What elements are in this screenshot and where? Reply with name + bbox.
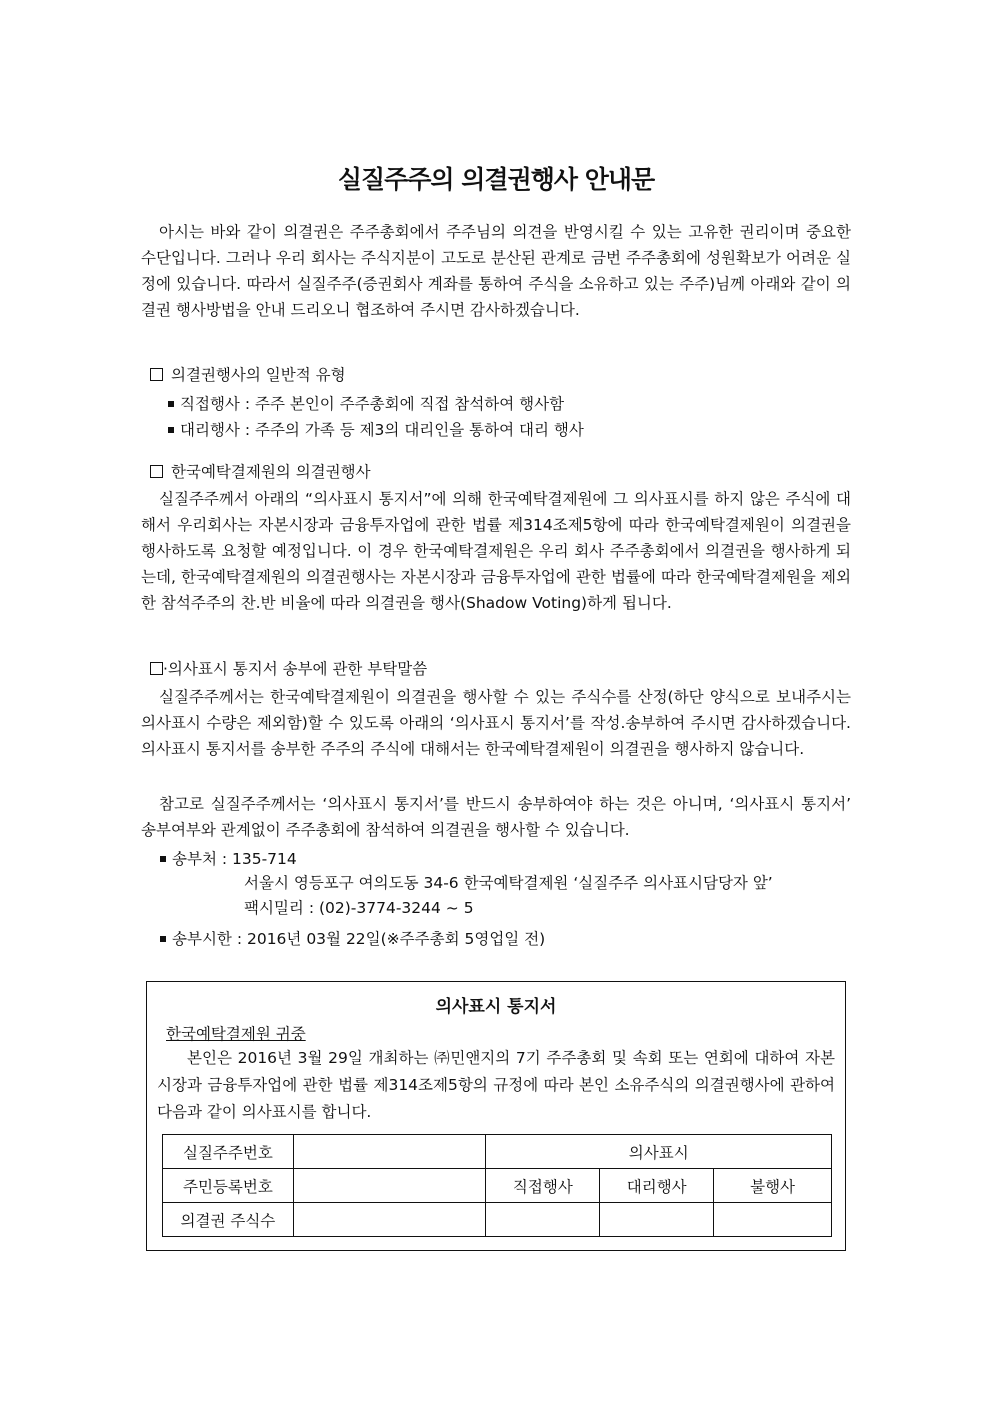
row-label-resident-number: 주민등록번호 [163, 1169, 294, 1203]
table-row [163, 1203, 832, 1237]
checkbox-square-icon [150, 465, 163, 478]
fax-number: 팩시밀리 : (02)-3774-3244 ~ 5 [244, 899, 474, 917]
section1-item-proxy [168, 417, 584, 443]
none-share-field[interactable] [714, 1203, 832, 1237]
bullet-square-icon [160, 936, 166, 942]
bullet-square-icon [168, 401, 174, 407]
section1-item-text: 직접행사 : 주주 본인이 주주총회에 직접 참석하여 행사함 [180, 395, 565, 413]
section1-heading-text: 의결권행사의 일반적 유형 [171, 366, 346, 384]
send-to-text: 송부처 : 135-714 [172, 850, 297, 868]
send-deadline-text: 송부시한 : 2016년 03월 22일(※주주총회 5영업일 전) [172, 930, 546, 948]
option-proxy-label: 대리행사 [600, 1169, 714, 1203]
resident-number-field[interactable] [293, 1169, 486, 1203]
share-count-field[interactable] [293, 1203, 486, 1237]
intro-paragraph: 아시는 바와 같이 의결권은 주주총회에서 주주님의 의견을 반영시킬 수 있는 고유한 권리이며 중요한 수단입니다. 그러나 우리 회사는 주식지분이 고도로 분산된 관계로 금번 주주총회에 성원확보가 어려운 실정에 있습니다. 따라서 실질주주(증권회사 계좌를 통하여 주식을 소유하고 있는 주주)님께 아래와 같이 의결권 행사방법을 안내 드리오니 협조하여 주시면 감사하겠습니다. [141, 223, 851, 319]
row-label-share-count: 의결권 주식수 [163, 1203, 294, 1237]
notice-form [146, 981, 846, 1251]
send-deadline [160, 926, 545, 952]
send-to [160, 846, 297, 872]
notice-body: 본인은 2016년 3월 29일 개최하는 ㈜민앤지의 7기 주주총회 및 속회 또는 연회에 대하여 자본시장과 금융투자업에 관한 법률 제314조제5항의 규정에 따라 본인 소유주식의 의결권행사에 관하여 다음과 같이 의사표시를 합니다. [157, 1049, 835, 1121]
section2-heading [150, 459, 371, 485]
row-label-holder-number: 실질주주번호 [163, 1135, 294, 1169]
section3-heading-text: ·의사표시 통지서 송부에 관한 부탁말씀 [163, 660, 428, 678]
bullet-square-icon [160, 856, 166, 862]
table-row [163, 1135, 832, 1169]
section2-body: 실질주주께서 아래의 “의사표시 통지서”에 의해 한국예탁결제원에 그 의사표시를 하지 않은 주식에 대해서 우리회사는 자본시장과 금융투자업에 관한 법률 제314조제5항에 따라 한국예탁결제원이 의결권을 행사하도록 요청할 예정입니다. 이 경우 한국예탁결제원은 우리 회사 주주총회에서 의결권을 행사하게 되는데, 한국예탁결제원의 의결권행사는 자본시장과 금융투자업에 관한 법률에 따라 한국예탁결제원을 제외한 참석주주의 찬.반 비율에 따라 의결권을 행사(Shadow Voting)하게 됩니다. [141, 490, 851, 612]
section1-item-text: 대리행사 : 주주의 가족 등 제3의 대리인을 통하여 대리 행사 [180, 421, 584, 439]
checkbox-square-icon [150, 662, 163, 675]
table-row [163, 1169, 832, 1203]
page-title: 실질주주의 의결권행사 안내문 [337, 165, 655, 194]
proxy-share-field[interactable] [600, 1203, 714, 1237]
option-none-label: 불행사 [714, 1169, 832, 1203]
bullet-square-icon [168, 427, 174, 433]
notice-recipient: 한국예탁결제원 귀중 [166, 1025, 306, 1043]
section1-item-direct [168, 391, 564, 417]
notice-title: 의사표시 통지서 [435, 997, 557, 1017]
section3-body1: 실질주주께서는 한국예탁결제원이 의결권을 행사할 수 있는 주식수를 산정(하단 양식으로 보내주시는 의사표시 수량은 제외함)할 수 있도록 아래의 ‘의사표시 통지서’를 작성.송부하여 주시면 감사하겠습니다. 의사표시 통지서를 송부한 주주의 주식에 대해서는 한국예탁결제원이 의결권을 행사하지 않습니다. [141, 688, 851, 758]
section3-body2: 참고로 실질주주께서는 ‘의사표시 통지서’를 반드시 송부하여야 하는 것은 아니며, ‘의사표시 통지서’ 송부여부와 관계없이 주주총회에 참석하여 의결권을 행사할 수 있습니다. [141, 795, 851, 839]
notice-table [162, 1134, 832, 1237]
holder-number-field[interactable] [293, 1135, 486, 1169]
section2-heading-text: 한국예탁결제원의 의결권행사 [171, 463, 371, 481]
section1-heading [150, 362, 346, 388]
intent-header: 의사표시 [486, 1135, 832, 1169]
section3-heading [150, 656, 427, 682]
direct-share-field[interactable] [486, 1203, 600, 1237]
option-direct-label: 직접행사 [486, 1169, 600, 1203]
checkbox-square-icon [150, 368, 163, 381]
send-address: 서울시 영등포구 여의도동 34-6 한국예탁결제원 ‘실질주주 의사표시담당자 앞’ [244, 874, 773, 892]
